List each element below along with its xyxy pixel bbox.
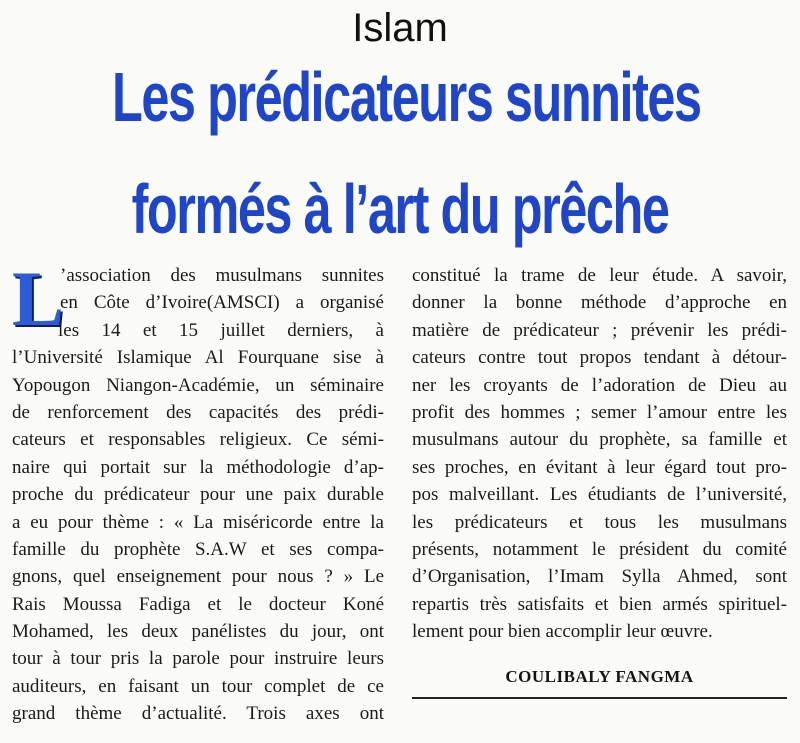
body-line: cateurs contre tout propos tendant à détour- — [412, 347, 787, 369]
body-column-left — [12, 255, 384, 728]
body-line: tour à tour pris la parole pour instruire leurs — [12, 648, 384, 670]
byline-rule — [412, 697, 787, 699]
headline-line-1: Les prédicateurs sunnites — [112, 58, 701, 136]
body-line: ses proches, en évitant à leur égard tout pro- — [412, 456, 787, 478]
body-line: en Côte d’Ivoire(AMSCI) a organisé — [60, 292, 384, 314]
body-line: proche du prédicateur pour une paix durable — [12, 484, 384, 506]
body-line: pos malveillant. Les étudiants de l’université, — [412, 484, 787, 506]
body-line: les prédicateurs et tous les musulmans — [412, 511, 787, 533]
body-line: de renforcement des capacités des prédi- — [12, 401, 384, 423]
body-line: ner les croyants de l’adoration de Dieu au — [412, 374, 787, 396]
body-line: lement pour bien accomplir leur œuvre. — [412, 621, 713, 643]
body-line: Rais Moussa Fadiga et le docteur Koné — [12, 593, 384, 615]
body-line: naire qui portait sur la méthodologie d’ap- — [12, 456, 384, 478]
body-line: famille du prophète S.A.W et ses compa- — [12, 538, 384, 560]
body-line: profit des hommes ; semer l’amour entre les — [412, 401, 787, 423]
body-line: l’Université Islamique Al Fourquane sise à — [12, 347, 384, 369]
body-line: les 14 et 15 juillet derniers, à — [58, 319, 384, 341]
body-column-right — [412, 262, 787, 645]
body-line: ’association des musulmans sunnites — [60, 265, 384, 286]
body-line: donner la bonne méthode d’approche en — [412, 292, 787, 314]
body-line: repartis très satisfaits et bien armés spirituel- — [412, 593, 787, 615]
body-line: auditeurs, en faisant un tour complet de ce — [12, 675, 384, 697]
body-line: cateurs et responsables religieux. Ce sémi- — [12, 429, 384, 451]
body-line: présents, notamment le président du comité — [412, 538, 787, 560]
body-line: Mohamed, les deux panélistes du jour, ont — [12, 621, 384, 643]
body-line: gnons, quel enseignement pour nous ? » Le — [12, 566, 384, 588]
body-line: Yopougon Niangon-Académie, un séminaire — [12, 374, 384, 396]
body-line: d’Organisation, l’Imam Sylla Ahmed, sont — [412, 566, 787, 588]
body-line: constitué la trame de leur étude. A savoir, — [412, 265, 787, 286]
headline-line-2: formés à l’art du prêche — [131, 170, 669, 248]
section-rubric: Islam — [352, 6, 448, 50]
body-line: grand thème d’actualité. Trois axes ont — [12, 703, 384, 725]
drop-cap: L — [12, 255, 65, 342]
body-line: a eu pour thème : « La miséricorde entre la — [12, 511, 384, 533]
body-line: matière de prédicateur ; prévenir les prédi- — [412, 319, 787, 341]
author-byline: COULIBALY FANGMA — [505, 667, 694, 686]
body-line: musulmans autour du prophète, sa famille et — [412, 429, 787, 451]
